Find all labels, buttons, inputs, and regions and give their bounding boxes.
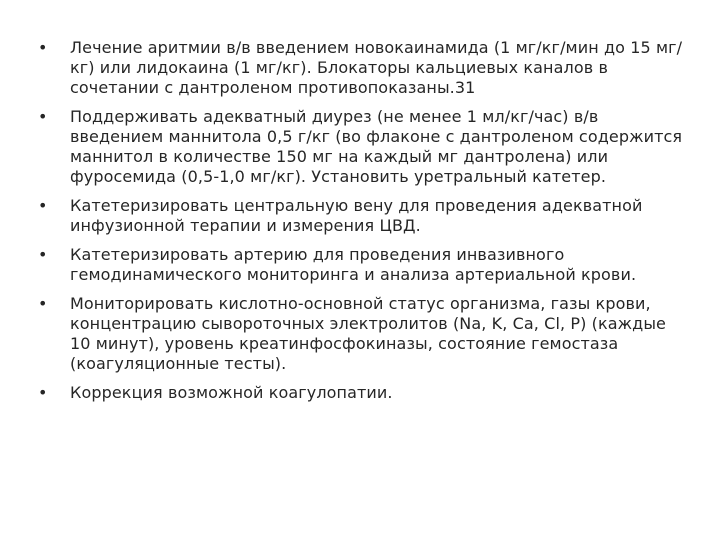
bullet-icon: • [38, 196, 48, 215]
bullet-item-arrhythmia [38, 38, 688, 98]
bullet-item-diuresis [38, 107, 688, 187]
bullet-item-central-vein [38, 196, 688, 236]
bullet-text: Катетеризировать артерию для проведения инвазивного гемодинамического мониторинга и анализа артериальной крови. [70, 245, 637, 284]
bullet-item-monitoring [38, 294, 688, 374]
bullet-icon: • [38, 107, 48, 126]
bullet-text: Катетеризировать центральную вену для проведения адекватной инфузионной терапии и измерения ЦВД. [70, 196, 643, 235]
bullet-list [38, 38, 688, 412]
bullet-item-artery [38, 245, 688, 285]
bullet-icon: • [38, 294, 48, 313]
bullet-text: Мониторировать кислотно-основной статус организма, газы крови, концентрацию сывороточных электролитов (Na, K, Ca, Cl, P) (каждые 10 минут), уровень креатинфосфокиназы, состояние гемостаза (коагуляционные тесты). [70, 294, 666, 373]
bullet-item-coagulopathy [38, 383, 688, 403]
bullet-text: Коррекция возможной коагулопатии. [70, 383, 393, 402]
bullet-icon: • [38, 38, 48, 57]
bullet-text: Лечение аритмии в/в введением новокаинамида (1 мг/кг/мин до 15 мг/кг) или лидокаина (1 мг/кг). Блокаторы кальциевых каналов в сочетании с дантроленом противопоказаны.31 [70, 38, 683, 97]
bullet-text: Поддерживать адекватный диурез (не менее 1 мл/кг/час) в/в введением маннитола 0,5 г/кг (во флаконе с дантроленом содержится маннитол в количестве 150 мг на каждый мг дантролена) или фуросемида (0,5-1,0 мг/кг). Установить уретральный катетер. [70, 107, 683, 186]
bullet-icon: • [38, 245, 48, 264]
bullet-icon: • [38, 383, 48, 402]
